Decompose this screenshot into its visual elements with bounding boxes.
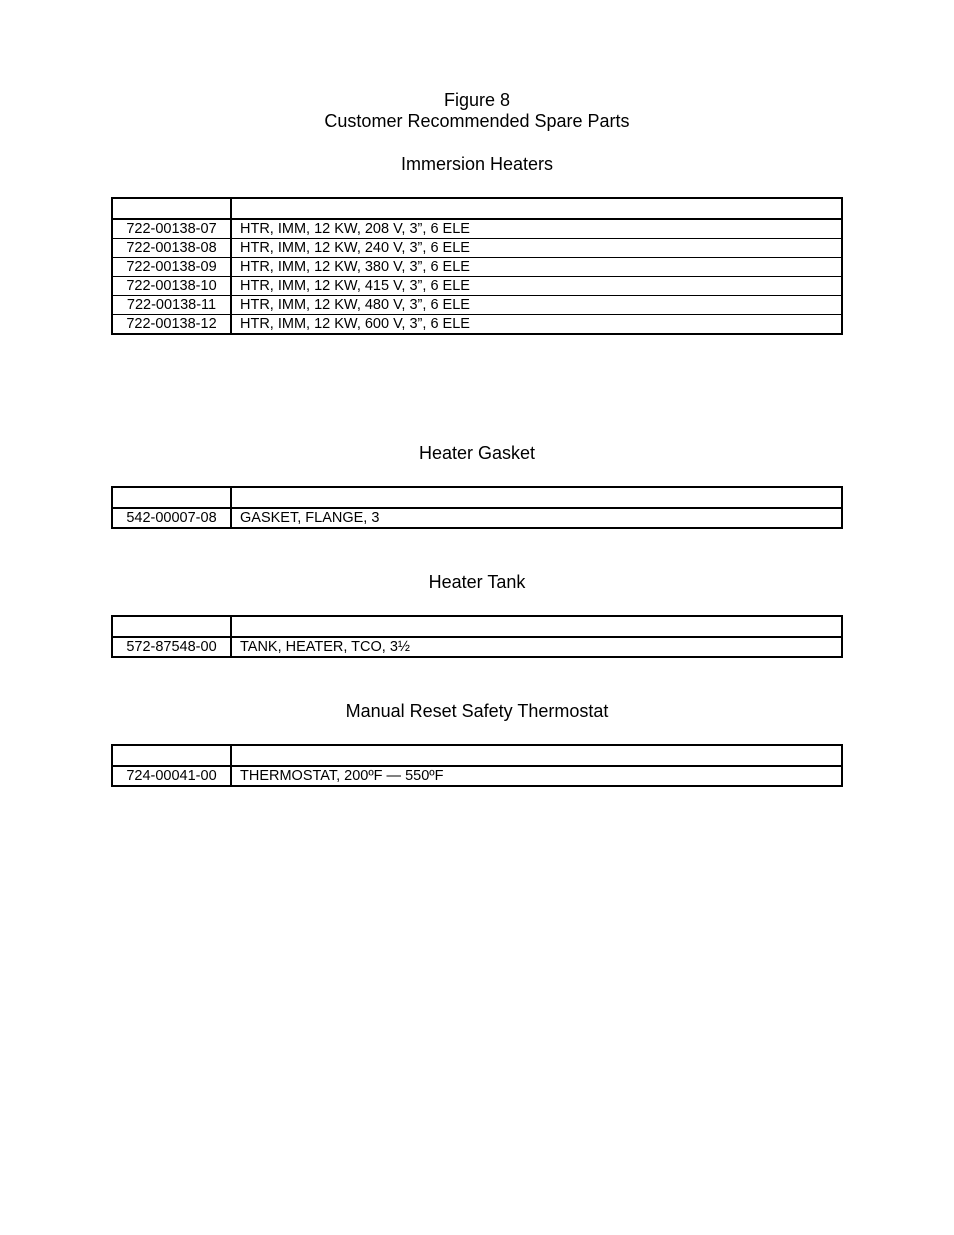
- part-number-cell: 542-00007-08: [112, 508, 231, 528]
- section-heading-immersion-heaters: Immersion Heaters: [400, 154, 554, 174]
- header-cell-part-number: [112, 487, 231, 508]
- section-heading-safety-thermostat: Manual Reset Safety Thermostat: [345, 701, 609, 721]
- part-number-cell: 722-00138-12: [112, 315, 231, 335]
- figure-label: Figure 8: [443, 90, 511, 110]
- parts-table-safety-thermostat: [111, 744, 843, 787]
- table-row: [112, 219, 842, 239]
- table-row: [112, 277, 842, 296]
- table-row: [112, 315, 842, 335]
- description-cell: HTR, IMM, 12 KW, 240 V, 3”, 6 ELE: [231, 239, 842, 258]
- parts-table-immersion-heaters: [111, 197, 843, 335]
- part-number-cell: 722-00138-07: [112, 219, 231, 239]
- table-row: [112, 239, 842, 258]
- description-cell: TANK, HEATER, TCO, 3½: [231, 637, 842, 657]
- table-row: [112, 637, 842, 657]
- table-header-row: [112, 745, 842, 766]
- parts-table-heater-gasket: [111, 486, 843, 529]
- part-number-cell: 722-00138-08: [112, 239, 231, 258]
- table-row: [112, 258, 842, 277]
- page-title: Customer Recommended Spare Parts: [324, 111, 630, 131]
- part-number-cell: 722-00138-11: [112, 296, 231, 315]
- table-row: [112, 508, 842, 528]
- header-cell-description: [231, 616, 842, 637]
- description-cell: HTR, IMM, 12 KW, 600 V, 3”, 6 ELE: [231, 315, 842, 335]
- table-header-row: [112, 487, 842, 508]
- header-cell-description: [231, 745, 842, 766]
- header-cell-description: [231, 198, 842, 219]
- description-cell: HTR, IMM, 12 KW, 480 V, 3”, 6 ELE: [231, 296, 842, 315]
- header-cell-part-number: [112, 745, 231, 766]
- part-number-cell: 722-00138-10: [112, 277, 231, 296]
- part-number-cell: 724-00041-00: [112, 766, 231, 786]
- header-cell-description: [231, 487, 842, 508]
- table-row: [112, 766, 842, 786]
- table-header-row: [112, 616, 842, 637]
- header-cell-part-number: [112, 616, 231, 637]
- table-header-row: [112, 198, 842, 219]
- parts-table-heater-tank: [111, 615, 843, 658]
- description-cell: HTR, IMM, 12 KW, 380 V, 3”, 6 ELE: [231, 258, 842, 277]
- description-cell: GASKET, FLANGE, 3: [231, 508, 842, 528]
- section-heading-heater-tank: Heater Tank: [428, 572, 526, 592]
- description-cell: THERMOSTAT, 200ºF — 550ºF: [231, 766, 842, 786]
- part-number-cell: 572-87548-00: [112, 637, 231, 657]
- description-cell: HTR, IMM, 12 KW, 415 V, 3”, 6 ELE: [231, 277, 842, 296]
- description-cell: HTR, IMM, 12 KW, 208 V, 3”, 6 ELE: [231, 219, 842, 239]
- section-heading-heater-gasket: Heater Gasket: [418, 443, 536, 463]
- header-cell-part-number: [112, 198, 231, 219]
- table-row: [112, 296, 842, 315]
- part-number-cell: 722-00138-09: [112, 258, 231, 277]
